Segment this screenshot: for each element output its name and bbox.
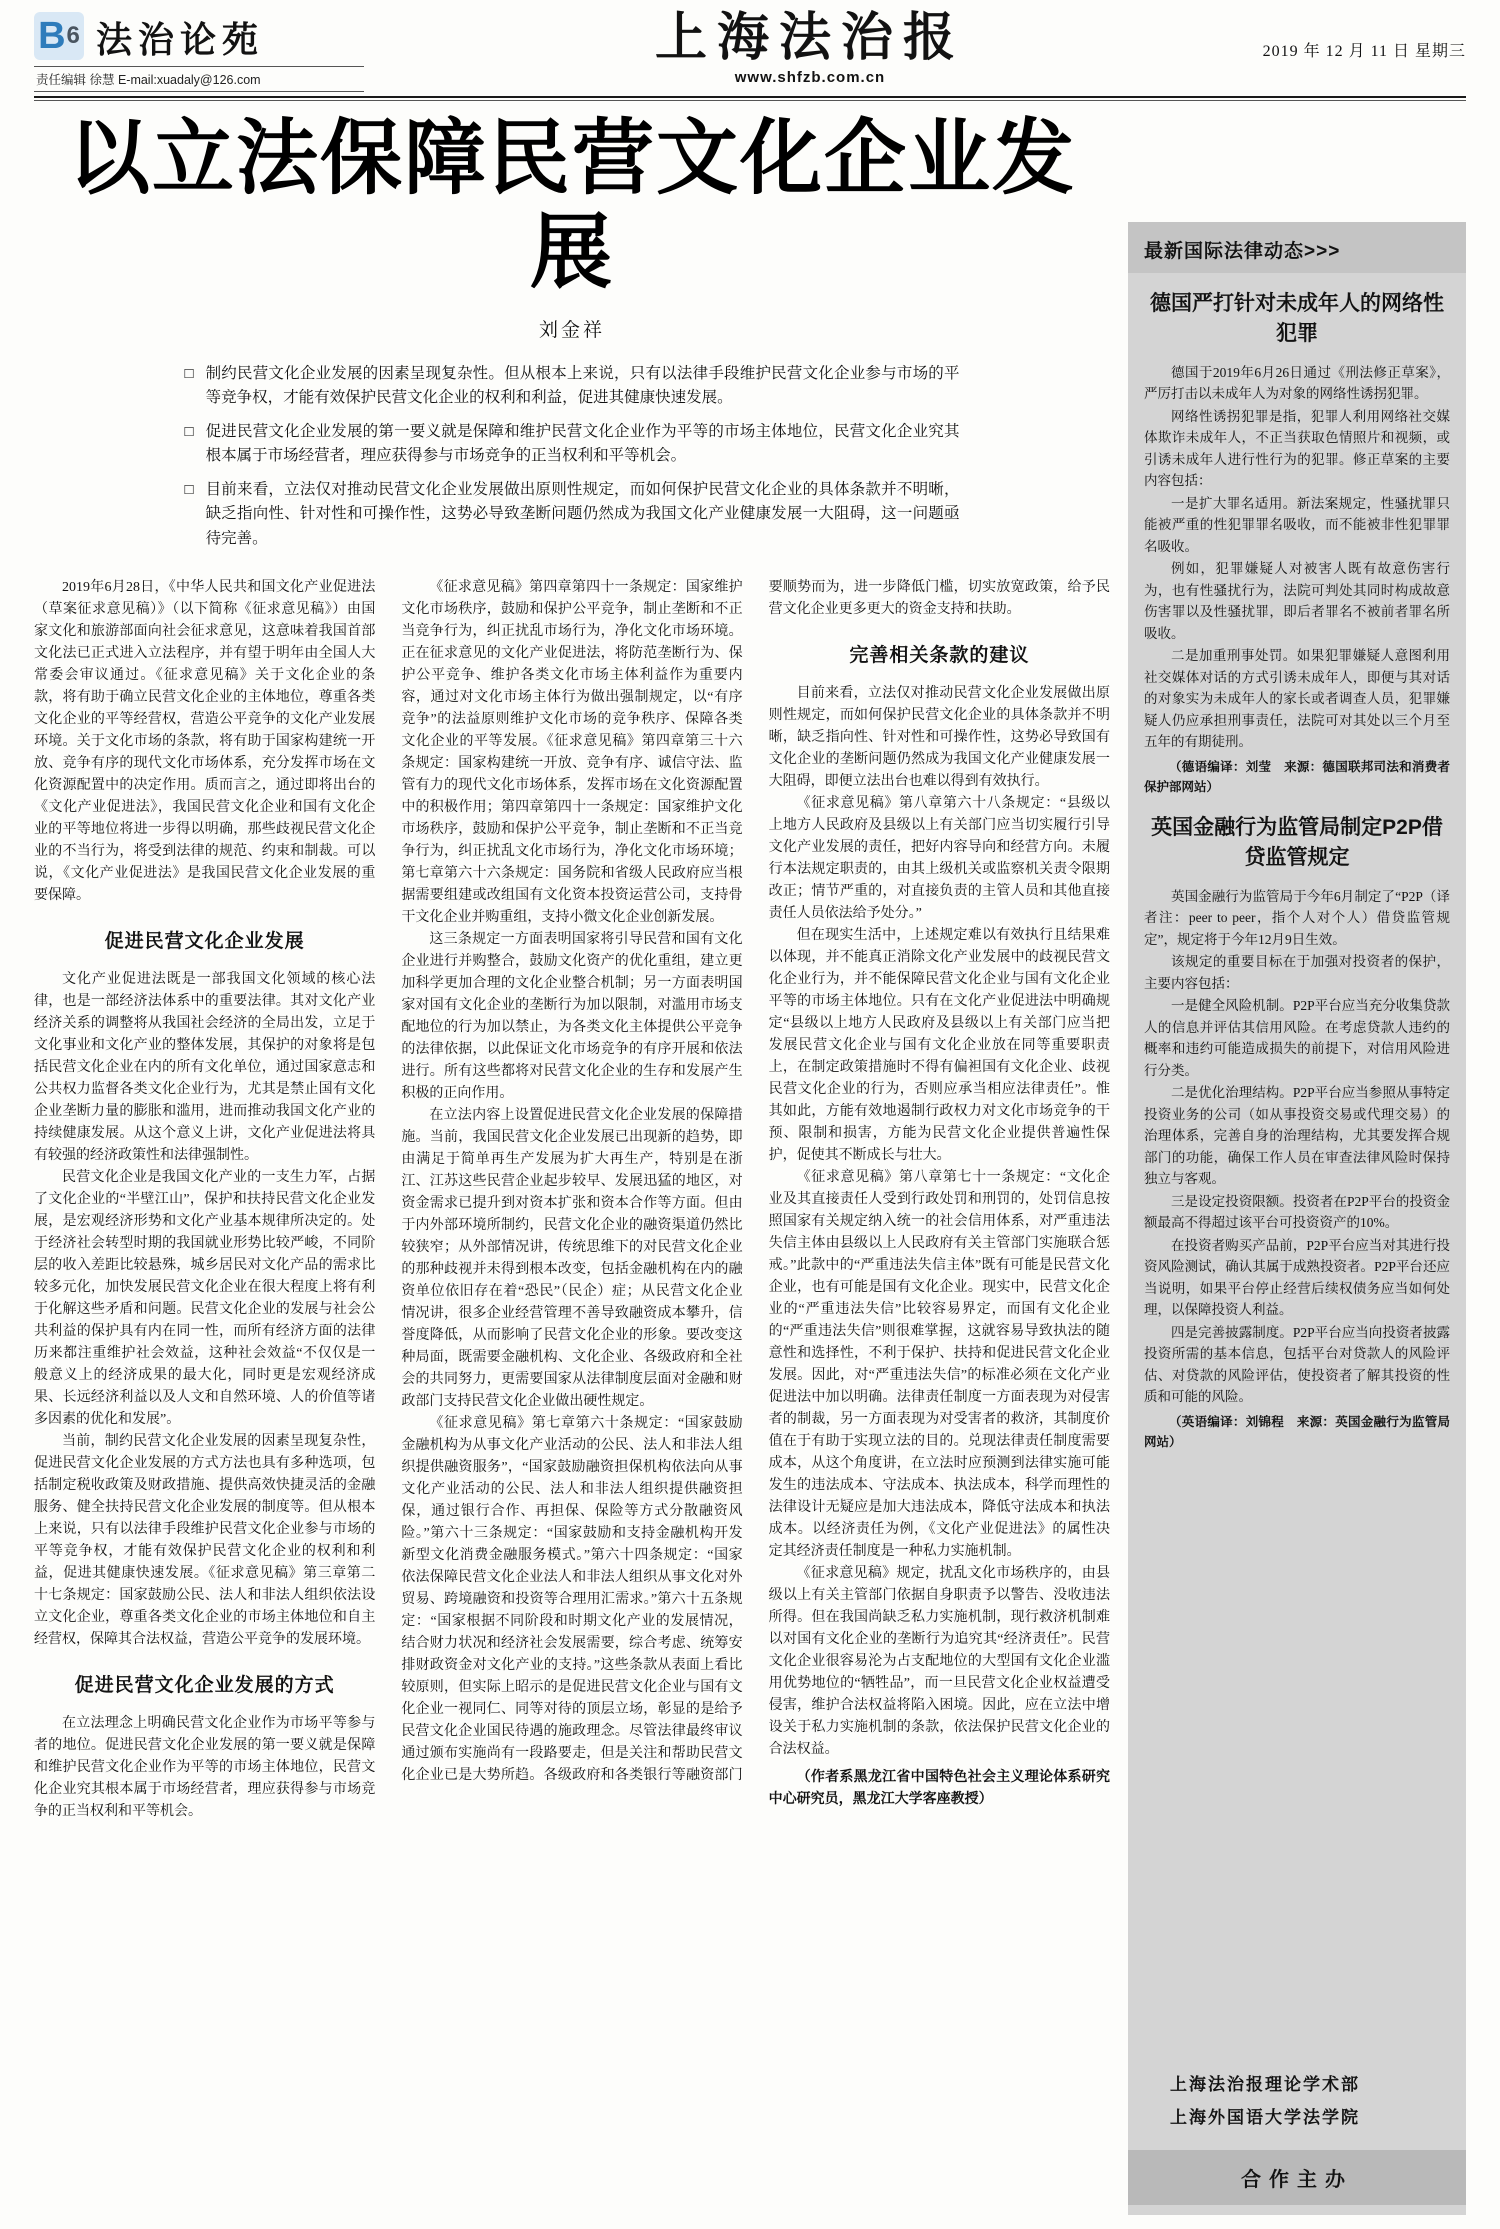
page-header — [34, 12, 1466, 98]
masthead-block — [454, 12, 1166, 86]
sidebar-paragraph: 一是健全风险机制。P2P平台应当充分收集贷款人的信息并评估其信用风险。在考虑贷款人违约的概率和违约可能造成损失的前提下，对信用风险进行分类。 — [1144, 998, 1450, 1078]
body-paragraph: 目前来看，立法仅对推动民营文化企业发展做出原则性规定，而如何保护民营文化企业的具体条款并不明晰，缺乏指向性、针对性和可操作性，这势必导致国有文化企业的垄断问题仍然成为我国文化产业健康发展一大阻碍，即便立法出台也难以得到有效执行。 — [768, 685, 1110, 789]
sidebar-article — [1144, 813, 1450, 1452]
badge-number: 6 — [66, 22, 80, 49]
summary-item — [185, 478, 960, 551]
sidebar-paragraph: 二是加重刑事处罚。如果犯罪嫌疑人意图利用社交媒体对话的方式引诱未成年人，即便与其对话的对象实为未成年人的家长或者调查人员，犯罪嫌疑人仍应承担刑事责任，法院可对其处以三个月至五年的有期徒刑。 — [1144, 648, 1450, 750]
sidebar-paragraph: 英国金融行为监管局于今年6月制定了“P2P（译者注：peer to peer，指个人对个人）借贷监管规定”，规定将于今年12月9日生效。 — [1144, 888, 1450, 947]
body-paragraph: 这三条规定一方面表明国家将引导民营和国有文化企业进行并购整合，鼓励文化资产的优化重组，建立更加科学更加合理的文化企业整合机制；另一方面表明国家对国有文化企业的垄断行为加以限制，对滥用市场支配地位的行为加以禁止，为各类文化主体提供公平竞争的法律依据，以此保证文化市场竞争的有序开展和依法进行。所有这些都将对民营文化企业的生存和发展产生积极的正向作用。 — [401, 931, 743, 1101]
summary-item — [185, 362, 960, 411]
sidebar-paragraph: 该规定的重要目标在于加强对投资者的保护，主要内容包括： — [1144, 954, 1450, 991]
body-paragraph: 《征求意见稿》第八章第七十一条规定：“文化企业及其直接责任人受到行政处罚和刑罚的，处罚信息按照国家有关规定纳入统一的社会信用体系，对严重违法失信主体由县级以上人民政府有关主管部门实施联合惩戒。”此款中的“严重违法失信主体”既有可能是民营文化企业，也有可能是国有文化企业。现实中，民营文化企业的“严重违法失信”比较容易界定，而国有文化企业的“严重违法失信”则很难掌握，这就容易导致执法的随意性和选择性，不利于保护、扶持和促进民营文化企业发展。因此，对“严重违法失信”的标准必须在文化产业促进法中加以明确。法律责任制度一方面表现为对侵害者的制裁，另一方面表现为对受害者的救济，其制度价值在于有助于实现立法的目的。兑现法律责任制度需要成本，从这个角度讲，在立法时应预测到法律实施可能发生的违法成本、守法成本、执法成本，科学而理性的法律设计无疑应是加大违法成本，降低守法成本和执法成本。以经济责任为例，《文化产业促进法》的属性决定其经济责任制度是一种私力实施机制。 — [768, 1169, 1110, 1559]
square-bullet-icon: □ — [184, 423, 194, 440]
body-subheading: 促进民营文化企业发展 — [104, 930, 305, 952]
body-paragraph: 《征求意见稿》规定，扰乱文化市场秩序的，由县级以上有关主管部门依据自身职责予以警告、没收违法所得。但在我国尚缺乏私力实施机制，现行救济机制难以对国有文化企业的垄断行为追究其“经济责任”。民营文化企业很容易沦为占支配地位的大型国有文化企业滥用优势地位的“牺牲品”，而一旦民营文化企业权益遭受侵害，维护合法权益将陷入困境。因此，应在立法中增设关于私力实施机制的条款，依法保护民营文化企业的合法权益。 — [768, 1565, 1110, 1757]
sidebar-footer-label: 合作主办 — [1128, 2150, 1466, 2205]
website-url: www.shfzb.com.cn — [734, 68, 886, 86]
section-block — [34, 12, 454, 92]
sidebar-paragraph: 二是优化治理结构。P2P平台应当参照从事特定投资业务的公司（如从事投资交易或代理交易）的治理体系，完善自身的治理结构，尤其要发挥合规部门的功能，确保工作人员在审查法律风险时保持独立与客观。 — [1144, 1085, 1450, 1187]
badge-letter: B — [38, 15, 66, 57]
summary-text: 促进民营文化企业发展的第一要义就是保障和维护民营文化企业作为平等的市场主体地位，民营文化企业究其根本属于市场经营者，理应获得参与市场竞争的正当权利和平等机会。 — [205, 422, 960, 465]
body-subheading: 促进民营文化企业发展的方式 — [74, 1674, 335, 1696]
sidebar-article-title: 英国金融行为监管局制定P2P借贷监管规定 — [1151, 815, 1443, 870]
sidebar-credit: （德语编译：刘莹 来源：德国联邦司法和消费者保护部网站） — [1144, 759, 1450, 794]
square-bullet-icon: □ — [184, 365, 194, 382]
masthead-title: 上海法治报 — [654, 10, 965, 67]
summary-list — [185, 362, 960, 551]
sidebar-paragraph: 三是设定投资限额。投资者在P2P平台的投资金额最高不得超过该平台可投资资产的10%。 — [1144, 1193, 1450, 1231]
body-paragraph: 文化产业促进法既是一部我国文化领域的核心法律，也是一部经济法体系中的重要法律。其对文化产业经济关系的调整将从我国社会经济的全局出发，立足于文化事业和文化产业的整体发展，其保护的对象将是包括民营文化企业在内的所有文化单位，通过国家意志和公共权力监督各类文化企业行为，尤其是禁止国有文化企业垄断力量的膨胀和滥用，进而推动我国文化产业的持续健康发展。从这个意义上讲，文化产业促进法将具有较强的经济政策性和法律强制性。 — [34, 971, 376, 1163]
sidebar-paragraph: 在投资者购买产品前，P2P平台应当对其进行投资风险测试，确认其属于成熟投资者。P2P平台还应当说明，如果平台停止经营后续权债务应当如何处理，以保障投资人利益。 — [1144, 1237, 1450, 1318]
page-number-badge — [34, 12, 84, 60]
sidebar-credit: （英语编译：刘锦程 来源：英国金融行为监管局网站） — [1144, 1414, 1450, 1449]
summary-text: 制约民营文化企业发展的因素呈现复杂性。但从根本上来说，只有以法律手段维护民营文化企业参与市场的平等竞争权，才能有效保护民营文化企业的权利和利益，促进其健康快速发展。 — [205, 364, 960, 407]
author-note: （作者系黑龙江省中国特色社会主义理论体系研究中心研究员，黑龙江大学客座教授） — [768, 1769, 1110, 1807]
sidebar-article-title: 德国严打针对未成年人的网络性犯罪 — [1150, 292, 1444, 346]
body-paragraph: 《征求意见稿》第四章第四十一条规定：国家维护文化市场秩序，鼓励和保护公平竞争，制止垄断和不正当竞争行为，纠正扰乱市场行为，净化文化市场环境。正在征求意见的文化产业促进法，将防范垄断行为、保护公平竞争、维护各类文化市场主体利益作为重要内容，通过对文化市场主体行为做出强制规定，以“有序竞争”的法益原则维护文化市场的竞争秩序、保障各类文化企业的平等发展。《征求意见稿》第四章第三十六条规定：国家构建统一开放、竞争有序、诚信守法、监管有力的现代文化市场体系，发挥市场在文化资源配置中的积极作用；第四章第四十一条规定：国家维护文化市场秩序，鼓励和保护公平竞争，制止垄断和不正当竞争行为，纠正扰乱文化市场行为，净化文化市场环境；第七章第六十六条规定：国务院和省级人民政府应当根据需要组建或改组国有文化资本投资运营公司，支持骨干文化企业并购重组，支持小微文化企业创新发展。 — [401, 579, 743, 925]
sidebar-org-line: 上海法治报理论学术部 — [1170, 2074, 1360, 2094]
sidebar-articles — [1144, 273, 1450, 1452]
sidebar-paragraph: 例如，犯罪嫌疑人对被害人既有故意伤害行为，也有性骚扰行为，法院可判处其同时构成故意伤害罪以及性骚扰罪，即后者罪名不被前者罪名所吸收。 — [1144, 561, 1450, 641]
body-paragraph: 2019年6月28日，《中华人民共和国文化产业促进法（草案征求意见稿）》（以下简称《征求意见稿》）由国家文化和旅游部面向社会征求意见，这意味着我国首部文化法已正式进入立法程序，并有望于明年由全国人大常委会审议通过。《征求意见稿》关于文化企业的条款，将有助于确立民营文化企业的主体地位，尊重各类文化企业的平等经营权，营造公平竞争的文化产业发展环境。关于文化市场的条款，将有助于国家构建统一开放、竞争有序的现代文化市场体系，充分发挥市场在文化资源配置中的决定作用。质而言之，通过即将出台的《文化产业促进法》，我国民营文化企业和国有文化企业的平等地位将进一步得以明确，那些歧视民营文化企业的不当行为，将受到法律的规范、约束和制裁。可以说，《文化产业促进法》是我国民营文化企业发展的重要保障。 — [34, 579, 376, 903]
sidebar-paragraph: 一是扩大罪名适用。新法案规定，性骚扰罪只能被严重的性犯罪罪名吸收，而不能被非性犯罪罪名吸收。 — [1144, 495, 1450, 554]
body-paragraph: 民营文化企业是我国文化产业的一支生力军，占据了文化企业的“半壁江山”，保护和扶持民营文化企业发展，是宏观经济形势和文化产业基本规律所决定的。处于经济社会转型时期的我国就业形势比较严峻，不同阶层的收入差距比较悬殊，城乡居民对文化产品的需求比较多元化，加快发展民营文化企业在很大程度上将有利于化解这些矛盾和问题。民营文化企业的发展与社会公共利益的保护具有内在同一性，而所有经济方面的法律历来都注重维护社会效益，这种社会效益“不仅仅是一般意义上的经济成果的最大化，同时更是宏观经济成果、长远经济利益以及人文和自然环境、人的价值等诸多因素的优化和发展”。 — [34, 1169, 376, 1427]
body-paragraph: 《征求意见稿》第七章第六十条规定：“国家鼓励金融机构为从事文化产业活动的公民、法人和非法人组织提供融资服务”，“国家鼓励融资担保机构依法向从事文化产业活动的公民、法人和非法人组织提供融资担保，通过银行合作、再担保、保险等方式分散融资风险。”第六十三条规定：“国家鼓励和支持金融机构开发新型文化消费金融服务模式。”第六十四条规定：“国家依法保障民营文化企业法人和非法人组织从事文化对外贸易、跨境融资和投资等合理用汇需求。”第六十五条规定：“国家根据不同阶段和时期文化产业的发展情况，结合财力状况和经济社会发展需要，综合考虑、统筹安排财政资金对文化产业的支持。”这些条款从表面上看比较原则，但实际上昭示的是促进民营文化企业与国有文化企业一视同仁、同等对待的顶层立场，彰显的是给予民营文化企业国民待遇的施政理念。尽管法律最终审议通过颁布实施尚有一段路要走，但是关注和帮助民营文化企业已是大势所趋。各级政府和各类银行等融资部门要顺势而为，进一步降低门槛，切实放宽政策，给予民营文化企业更多更大的资金支持和扶助。 — [401, 579, 1110, 1783]
square-bullet-icon: □ — [184, 481, 194, 498]
body-paragraph: 《征求意见稿》第八章第六十八条规定：“县级以上地方人民政府及县级以上有关部门应当切实履行引导文化产业发展的责任，把好内容导向和经营方向。未履行本法规定职责的，由其上级机关或监察机关责令限期改正；情节严重的，对直接负责的主管人员和其他直接责任人员依法给予处分。” — [768, 795, 1110, 921]
sidebar-header: 最新国际法律动态>>> — [1128, 222, 1466, 273]
sidebar-org-line: 上海外国语大学法学院 — [1170, 2107, 1360, 2127]
sidebar-article — [1144, 289, 1450, 797]
sidebar-paragraph: 四是完善披露制度。P2P平台应当向投资者披露投资所需的基本信息，包括平台对贷款人的风险评估、对贷款的风险评估，使投资者了解其投资的性质和可能的风险。 — [1144, 1324, 1450, 1405]
body-paragraph: 当前，制约民营文化企业发展的因素呈现复杂性，促进民营文化企业发展的方式方法也具有多种选项，包括制定税收政策及财政措施、提供高效快捷灵活的金融服务、健全扶持民营文化企业发展的制度等。但从根本上来说，只有以法律手段维护民营文化企业参与市场的平等竞争权，才能有效保护民营文化企业的权利和利益，促进其健康快速发展。《征求意见稿》第三章第二十七条规定：国家鼓励公民、法人和非法人组织依法设立文化企业，尊重各类文化企业的市场主体地位和自主经营权，保障其合法权益，营造公平竞争的发展环境。 — [34, 1433, 376, 1647]
section-badge-row — [34, 12, 454, 60]
sidebar-paragraph: 网络性诱拐犯罪是指，犯罪人利用网络社交媒体欺诈未成年人，不正当获取色情照片和视频，或引诱未成年人进行性行为的犯罪。修正草案的主要内容包括： — [1144, 408, 1450, 489]
sidebar-paragraph: 德国于2019年6月26日通过《刑法修正草案》，严厉打击以未成年人为对象的网络性诱拐犯罪。 — [1144, 364, 1450, 402]
sidebar-bottom — [1144, 2068, 1450, 2205]
body-subheading: 完善相关条款的建议 — [849, 644, 1030, 666]
body-paragraph: 但在现实生活中，上述规定难以有效执行且结果难以体现，并不能真正消除文化产业发展中的歧视民营文化企业行为，并不能保障民营文化企业与国有文化企业平等的市场主体地位。只有在文化产业促进法中明确规定“县级以上地方人民政府及县级以上有关部门应当把发展民营文化企业与国有文化企业放在同等重要职责上，在制定政策措施时不得有偏袒国有文化企业、歧视民营文化企业的行为，否则应承当相应法律责任”。惟其如此，方能有效地遏制行政权力对文化市场竞争的干预、限制和损害，方能为民营文化企业提供普遍性保护，促使其不断成长与壮大。 — [768, 927, 1110, 1163]
editor-line: 责任编辑 徐慧 E-mail:xuadaly@126.com — [34, 66, 364, 92]
section-name: 法治论苑 — [96, 19, 265, 61]
summary-item — [185, 420, 960, 469]
article-headline: 以立法保障民营文化企业发展 — [67, 113, 1076, 299]
sidebar-orgs — [1144, 2068, 1450, 2134]
sidebar — [1128, 222, 1466, 2215]
body-paragraph: 在立法理念上明确民营文化企业作为市场平等参与者的地位。促进民营文化企业发展的第一要义就是保障和维护民营文化企业作为平等的市场主体地位，民营文化企业究其根本属于市场经营者，理应获得参与市场竞争的正当权利和平等机会。 — [34, 1715, 376, 1819]
body-paragraph: 在立法内容上设置促进民营文化企业发展的保障措施。当前，我国民营文化企业发展已出现新的趋势，即由满足于简单再生产发展为扩大再生产，特别是在浙江、江苏这些民营企业起步较早、发展迅猛的地区，对资金需求已提升到对资本扩张和资本合作等方面。但由于内外部环境所制约，民营文化企业的融资渠道仍然比较狭窄；从外部情况讲，传统思维下的对民营文化企业的那种歧视并未得到根本改变，包括金融机构在内的融资单位依旧存在着“恐民”（民企）症；从民营文化企业情况讲，很多企业经营管理不善导致融资成本攀升，信誉度降低，从而影响了民营文化企业的形象。要改变这种局面，既需要金融机构、文化企业、各级政府和全社会的共同努力，更需要国家从法律制度层面对金融和财政部门支持民营文化企业做出硬性规定。 — [401, 1107, 743, 1409]
article-author: 刘金祥 — [538, 319, 605, 341]
date-line: 2019 年 12 月 11 日 星期三 — [1262, 43, 1466, 60]
article-body — [34, 577, 1110, 1823]
main-article — [34, 112, 1110, 1823]
summary-text: 目前来看，立法仅对推动民营文化企业发展做出原则性规定，而如何保护民营文化企业的具体条款并不明晰，缺乏指向性、针对性和可操作性，这势必导致垄断问题仍然成为我国文化产业健康发展一大阻碍，这一问题亟待完善。 — [205, 480, 960, 547]
